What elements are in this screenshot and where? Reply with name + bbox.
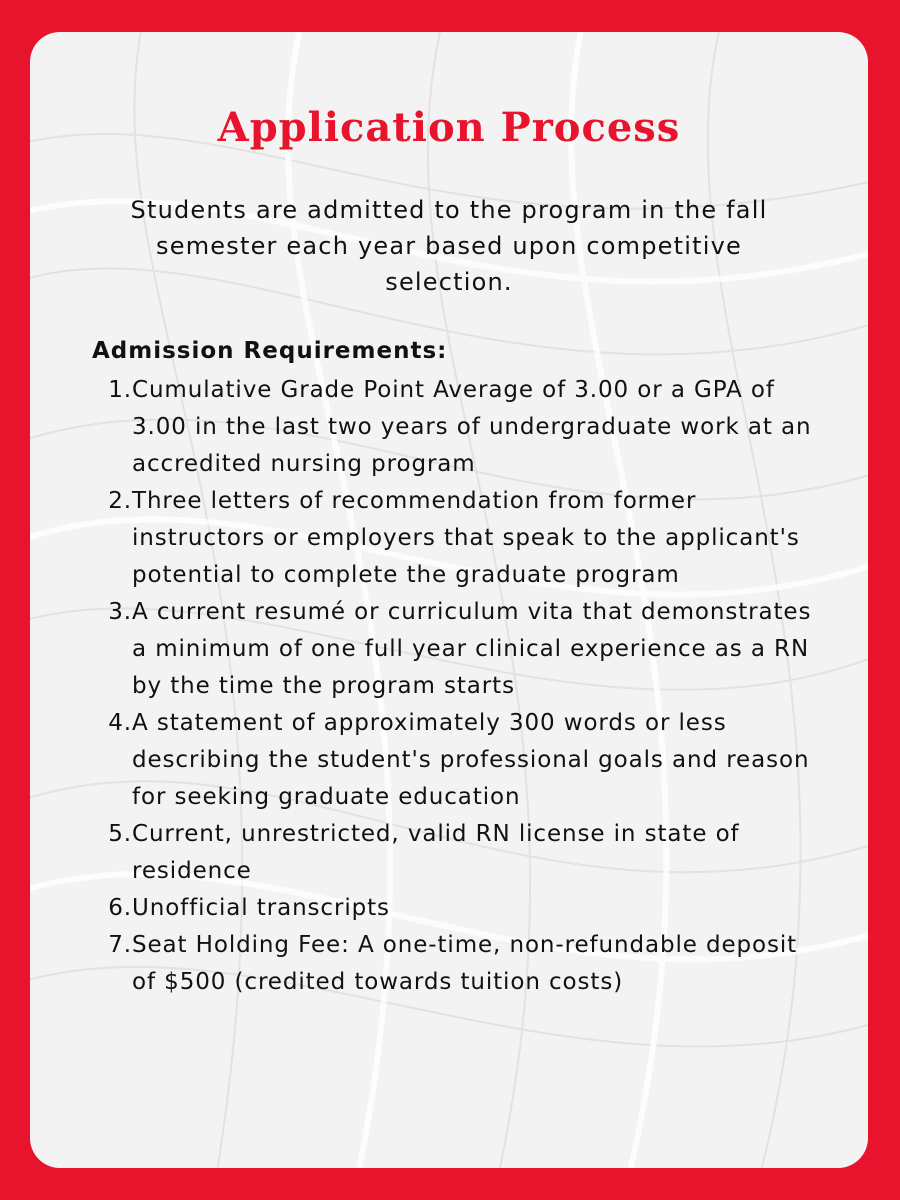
item-number: 2. — [108, 488, 132, 514]
item-text: A statement of approximately 300 words or less describing the student's professional goals and reason for seeking graduate education — [132, 710, 810, 810]
item-number: 1. — [108, 377, 132, 403]
list-item — [96, 816, 816, 890]
item-number: 6. — [108, 895, 132, 921]
requirements-heading: Admission Requirements: — [92, 338, 448, 364]
intro-paragraph: Students are admitted to the program in the fall semester each year based upon competitive selection. — [130, 196, 768, 296]
item-text: Cumulative Grade Point Average of 3.00 or a GPA of 3.00 in the last two years of undergraduate work at an accredited nursing program — [132, 377, 812, 477]
item-number: 4. — [108, 710, 132, 736]
list-item — [96, 890, 816, 927]
item-number: 5. — [108, 821, 132, 847]
item-text: Seat Holding Fee: A one-time, non-refundable deposit of $500 (credited towards tuition costs) — [132, 932, 798, 995]
content-card — [30, 32, 868, 1168]
page-title: Application Process — [217, 104, 681, 151]
list-item — [96, 594, 816, 705]
item-text: A current resumé or curriculum vita that demonstrates a minimum of one full year clinical experience as a RN by the time the program starts — [132, 599, 812, 699]
list-item — [96, 483, 816, 594]
list-item — [96, 372, 816, 483]
list-item — [96, 927, 816, 1001]
item-number: 7. — [108, 932, 132, 958]
list-item — [96, 705, 816, 816]
item-text: Current, unrestricted, valid RN license in state of residence — [132, 821, 740, 884]
item-number: 3. — [108, 599, 132, 625]
requirements-list — [96, 372, 816, 1001]
item-text: Three letters of recommendation from former instructors or employers that speak to the applicant's potential to complete the graduate program — [132, 488, 800, 588]
item-text: Unofficial transcripts — [132, 895, 390, 921]
